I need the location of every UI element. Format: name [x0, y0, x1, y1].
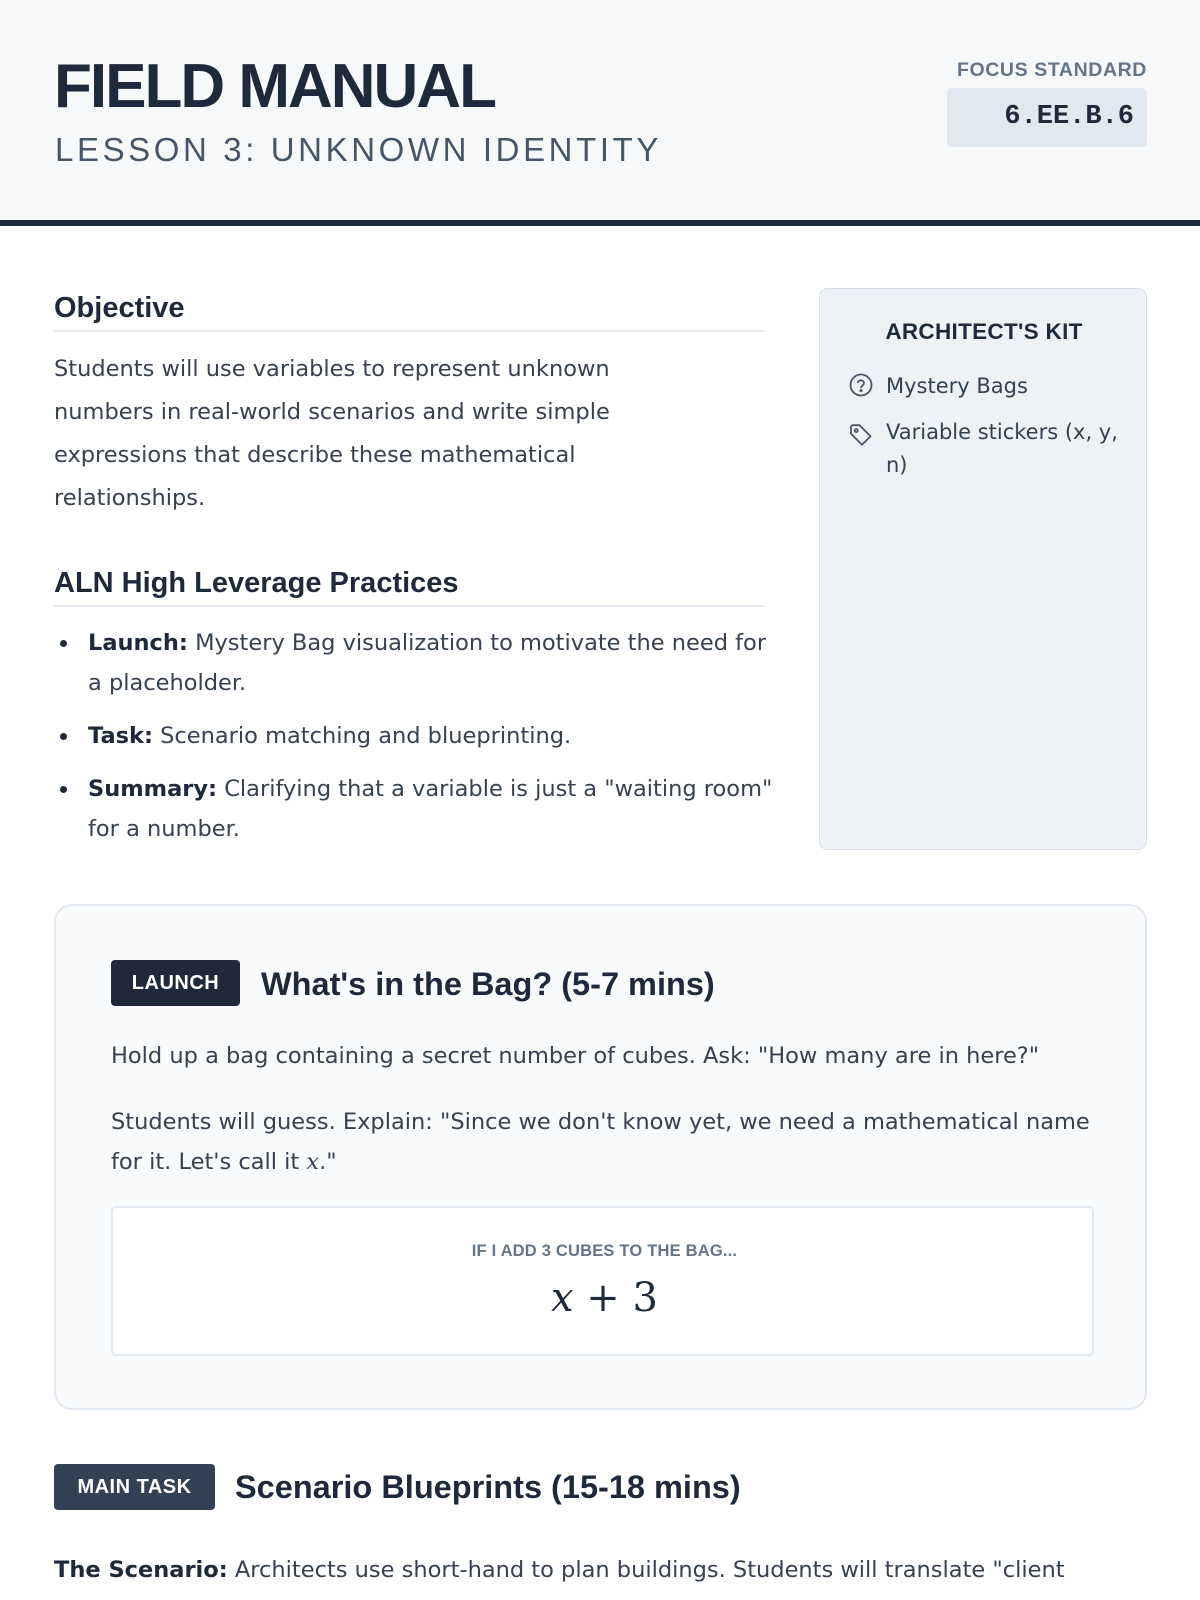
scenario-label: The Scenario: — [54, 1557, 228, 1583]
practice-text: Mystery Bag visualization to motivate the need for a placeholder. — [88, 630, 767, 696]
kit-title: ARCHITECT'S KIT — [885, 319, 1083, 344]
practice-label: Summary: — [88, 776, 218, 802]
launch-paragraph-2 — [111, 1102, 1101, 1182]
variable-x: x — [306, 1149, 320, 1175]
launch-paragraph-1: Hold up a bag containing a secret number of cubes. Ask: "How many are in here?" — [111, 1043, 1040, 1069]
launch-title: What's in the Bag? (5-7 mins) — [261, 966, 715, 1002]
objective-heading: Objective — [54, 290, 765, 332]
kit-item-variable-stickers — [848, 416, 1128, 482]
math-variable: x — [551, 1275, 574, 1321]
practice-label: Task: — [88, 723, 153, 749]
kit-item-label: Variable stickers (x, y, n) — [886, 420, 1118, 477]
practice-label: Launch: — [88, 630, 188, 656]
objective-text: Students will use variables to represent unknown numbers in real-world scenarios and write simple expressions that describe these mathematical relationships. — [54, 356, 610, 511]
scenario-text: Architects use short-hand to plan buildings. Students will translate "client — [227, 1557, 1065, 1583]
math-example-box — [111, 1206, 1094, 1356]
page-header — [0, 0, 1200, 226]
list-item — [54, 716, 774, 756]
launch-card — [54, 904, 1147, 1410]
kit-item-mystery-bags — [848, 370, 1128, 403]
scenario-paragraph — [54, 1550, 1154, 1590]
question-circle-icon — [848, 372, 874, 398]
practice-text: Clarifying that a variable is just a "waiting room" for a number. — [88, 776, 773, 842]
practices-heading: ALN High Leverage Practices — [54, 565, 765, 607]
list-item — [54, 769, 774, 849]
math-caption: IF I ADD 3 CUBES TO THE BAG... — [471, 1242, 738, 1260]
architects-kit-panel — [819, 288, 1147, 850]
page-title: FIELD MANUAL — [54, 52, 495, 121]
math-expression — [113, 1270, 1096, 1326]
practices-list — [54, 623, 774, 862]
tag-icon — [848, 422, 874, 448]
main-task-title: Scenario Blueprints (15-18 mins) — [235, 1469, 741, 1505]
page-subtitle: LESSON 3: UNKNOWN IDENTITY — [55, 131, 663, 168]
launch-paragraph-2-end: ." — [319, 1149, 337, 1175]
math-operator-term: + 3 — [573, 1275, 658, 1321]
launch-paragraph-2-text: Students will guess. Explain: "Since we don't know yet, we need a mathematical name for it. Let's call it — [111, 1109, 1090, 1175]
main-task-badge: MAIN TASK — [54, 1464, 215, 1510]
list-item — [54, 623, 774, 703]
focus-standard-label: FOCUS STANDARD — [956, 59, 1147, 81]
launch-badge: LAUNCH — [111, 960, 240, 1006]
practice-text: Scenario matching and blueprinting. — [152, 723, 572, 749]
focus-standard-code: 6.EE.B.6 — [947, 88, 1147, 147]
kit-item-label: Mystery Bags — [886, 374, 1028, 398]
